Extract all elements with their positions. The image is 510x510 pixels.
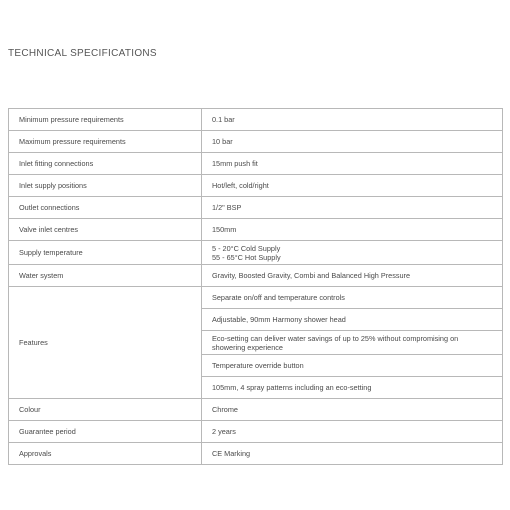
table-row bbox=[9, 153, 503, 175]
page-title: TECHNICAL SPECIFICATIONS bbox=[8, 48, 157, 59]
spec-label: Inlet fitting connections bbox=[9, 153, 202, 175]
spec-value: 0.1 bar bbox=[202, 109, 503, 131]
table-row bbox=[9, 443, 503, 465]
table-row bbox=[9, 197, 503, 219]
feature-item: Eco-setting can deliver water savings of up to 25% without compromising on showering experience bbox=[202, 331, 503, 355]
spec-value: 1/2" BSP bbox=[202, 197, 503, 219]
spec-table bbox=[8, 108, 503, 465]
table-row bbox=[9, 399, 503, 421]
spec-value: CE Marking bbox=[202, 443, 503, 465]
spec-value: Gravity, Boosted Gravity, Combi and Balanced High Pressure bbox=[202, 265, 503, 287]
table-row bbox=[9, 219, 503, 241]
spec-label: Minimum pressure requirements bbox=[9, 109, 202, 131]
spec-value: Chrome bbox=[202, 399, 503, 421]
table-row bbox=[9, 265, 503, 287]
spec-label: Valve inlet centres bbox=[9, 219, 202, 241]
table-row bbox=[9, 287, 503, 309]
spec-label: Supply temperature bbox=[9, 241, 202, 265]
feature-item: Temperature override button bbox=[202, 355, 503, 377]
table-row bbox=[9, 241, 503, 265]
spec-value: 15mm push fit bbox=[202, 153, 503, 175]
spec-label-features: Features bbox=[9, 287, 202, 399]
spec-label: Guarantee period bbox=[9, 421, 202, 443]
spec-label: Maximum pressure requirements bbox=[9, 131, 202, 153]
spec-value-line: 5 - 20°C Cold Supply bbox=[212, 243, 281, 253]
spec-label: Colour bbox=[9, 399, 202, 421]
spec-label: Water system bbox=[9, 265, 202, 287]
spec-value: 2 years bbox=[202, 421, 503, 443]
feature-item: 105mm, 4 spray patterns including an eco-setting bbox=[202, 377, 503, 399]
table-row bbox=[9, 421, 503, 443]
table-row bbox=[9, 131, 503, 153]
spec-value-line: 55 - 65°C Hot Supply bbox=[212, 252, 281, 262]
spec-value: Hot/left, cold/right bbox=[202, 175, 503, 197]
table-row bbox=[9, 109, 503, 131]
spec-label: Approvals bbox=[9, 443, 202, 465]
spec-label: Inlet supply positions bbox=[9, 175, 202, 197]
feature-item: Separate on/off and temperature controls bbox=[202, 287, 503, 309]
spec-value: 10 bar bbox=[202, 131, 503, 153]
table-row bbox=[9, 175, 503, 197]
spec-value bbox=[202, 241, 503, 265]
feature-item: Adjustable, 90mm Harmony shower head bbox=[202, 309, 503, 331]
spec-value: 150mm bbox=[202, 219, 503, 241]
spec-label: Outlet connections bbox=[9, 197, 202, 219]
